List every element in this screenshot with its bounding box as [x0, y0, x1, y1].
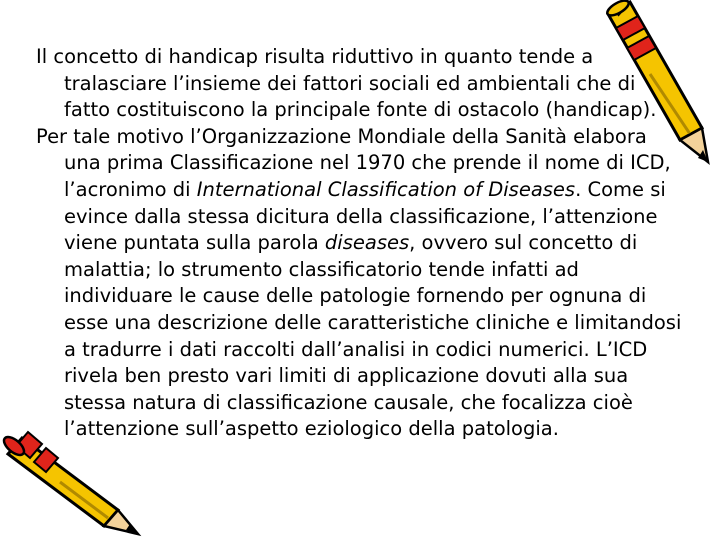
- paragraph-2-text-a: Per tale motivo l’Organizzazione Mondiale della Sanità elabora una prima Classificazione nel 1970 che prende il nome di ICD, l’acronimo di: [36, 124, 671, 201]
- paragraph-1-text: Il concetto di handicap risulta riduttivo in quanto tende a tralasciare l’insieme dei fattori sociali ed ambientali che di fatto costituiscono la principale fonte di ostacolo (handicap).: [36, 45, 657, 122]
- pencil-icon: [0, 424, 150, 540]
- paragraph-2-text-c: , ovvero sul concetto di malattia; lo strumento classificatorio tende infatti ad individuare le cause delle patologie fornendo per ognuna di esse una descrizione delle caratteristiche cliniche e limitandosi a tradurre i dati raccolti dall’analisi in codici numerici. L’ICD rivela ben presto vari limiti di applicazione dovuti alla sua stessa natura di classificazione causale, che focalizza cioè l’attenzione sull’aspetto eziologico della patologia.: [64, 231, 682, 441]
- paragraph-2-text-b: . Come si evince dalla stessa dicitura della classificazione, l’attenzione viene puntata sulla parola: [64, 177, 666, 255]
- paragraph-2-diseases-term: diseases: [324, 231, 410, 255]
- paragraph-2-icd-fullname: International Classification of Diseases: [196, 177, 576, 201]
- pencil-icon: [586, 0, 720, 176]
